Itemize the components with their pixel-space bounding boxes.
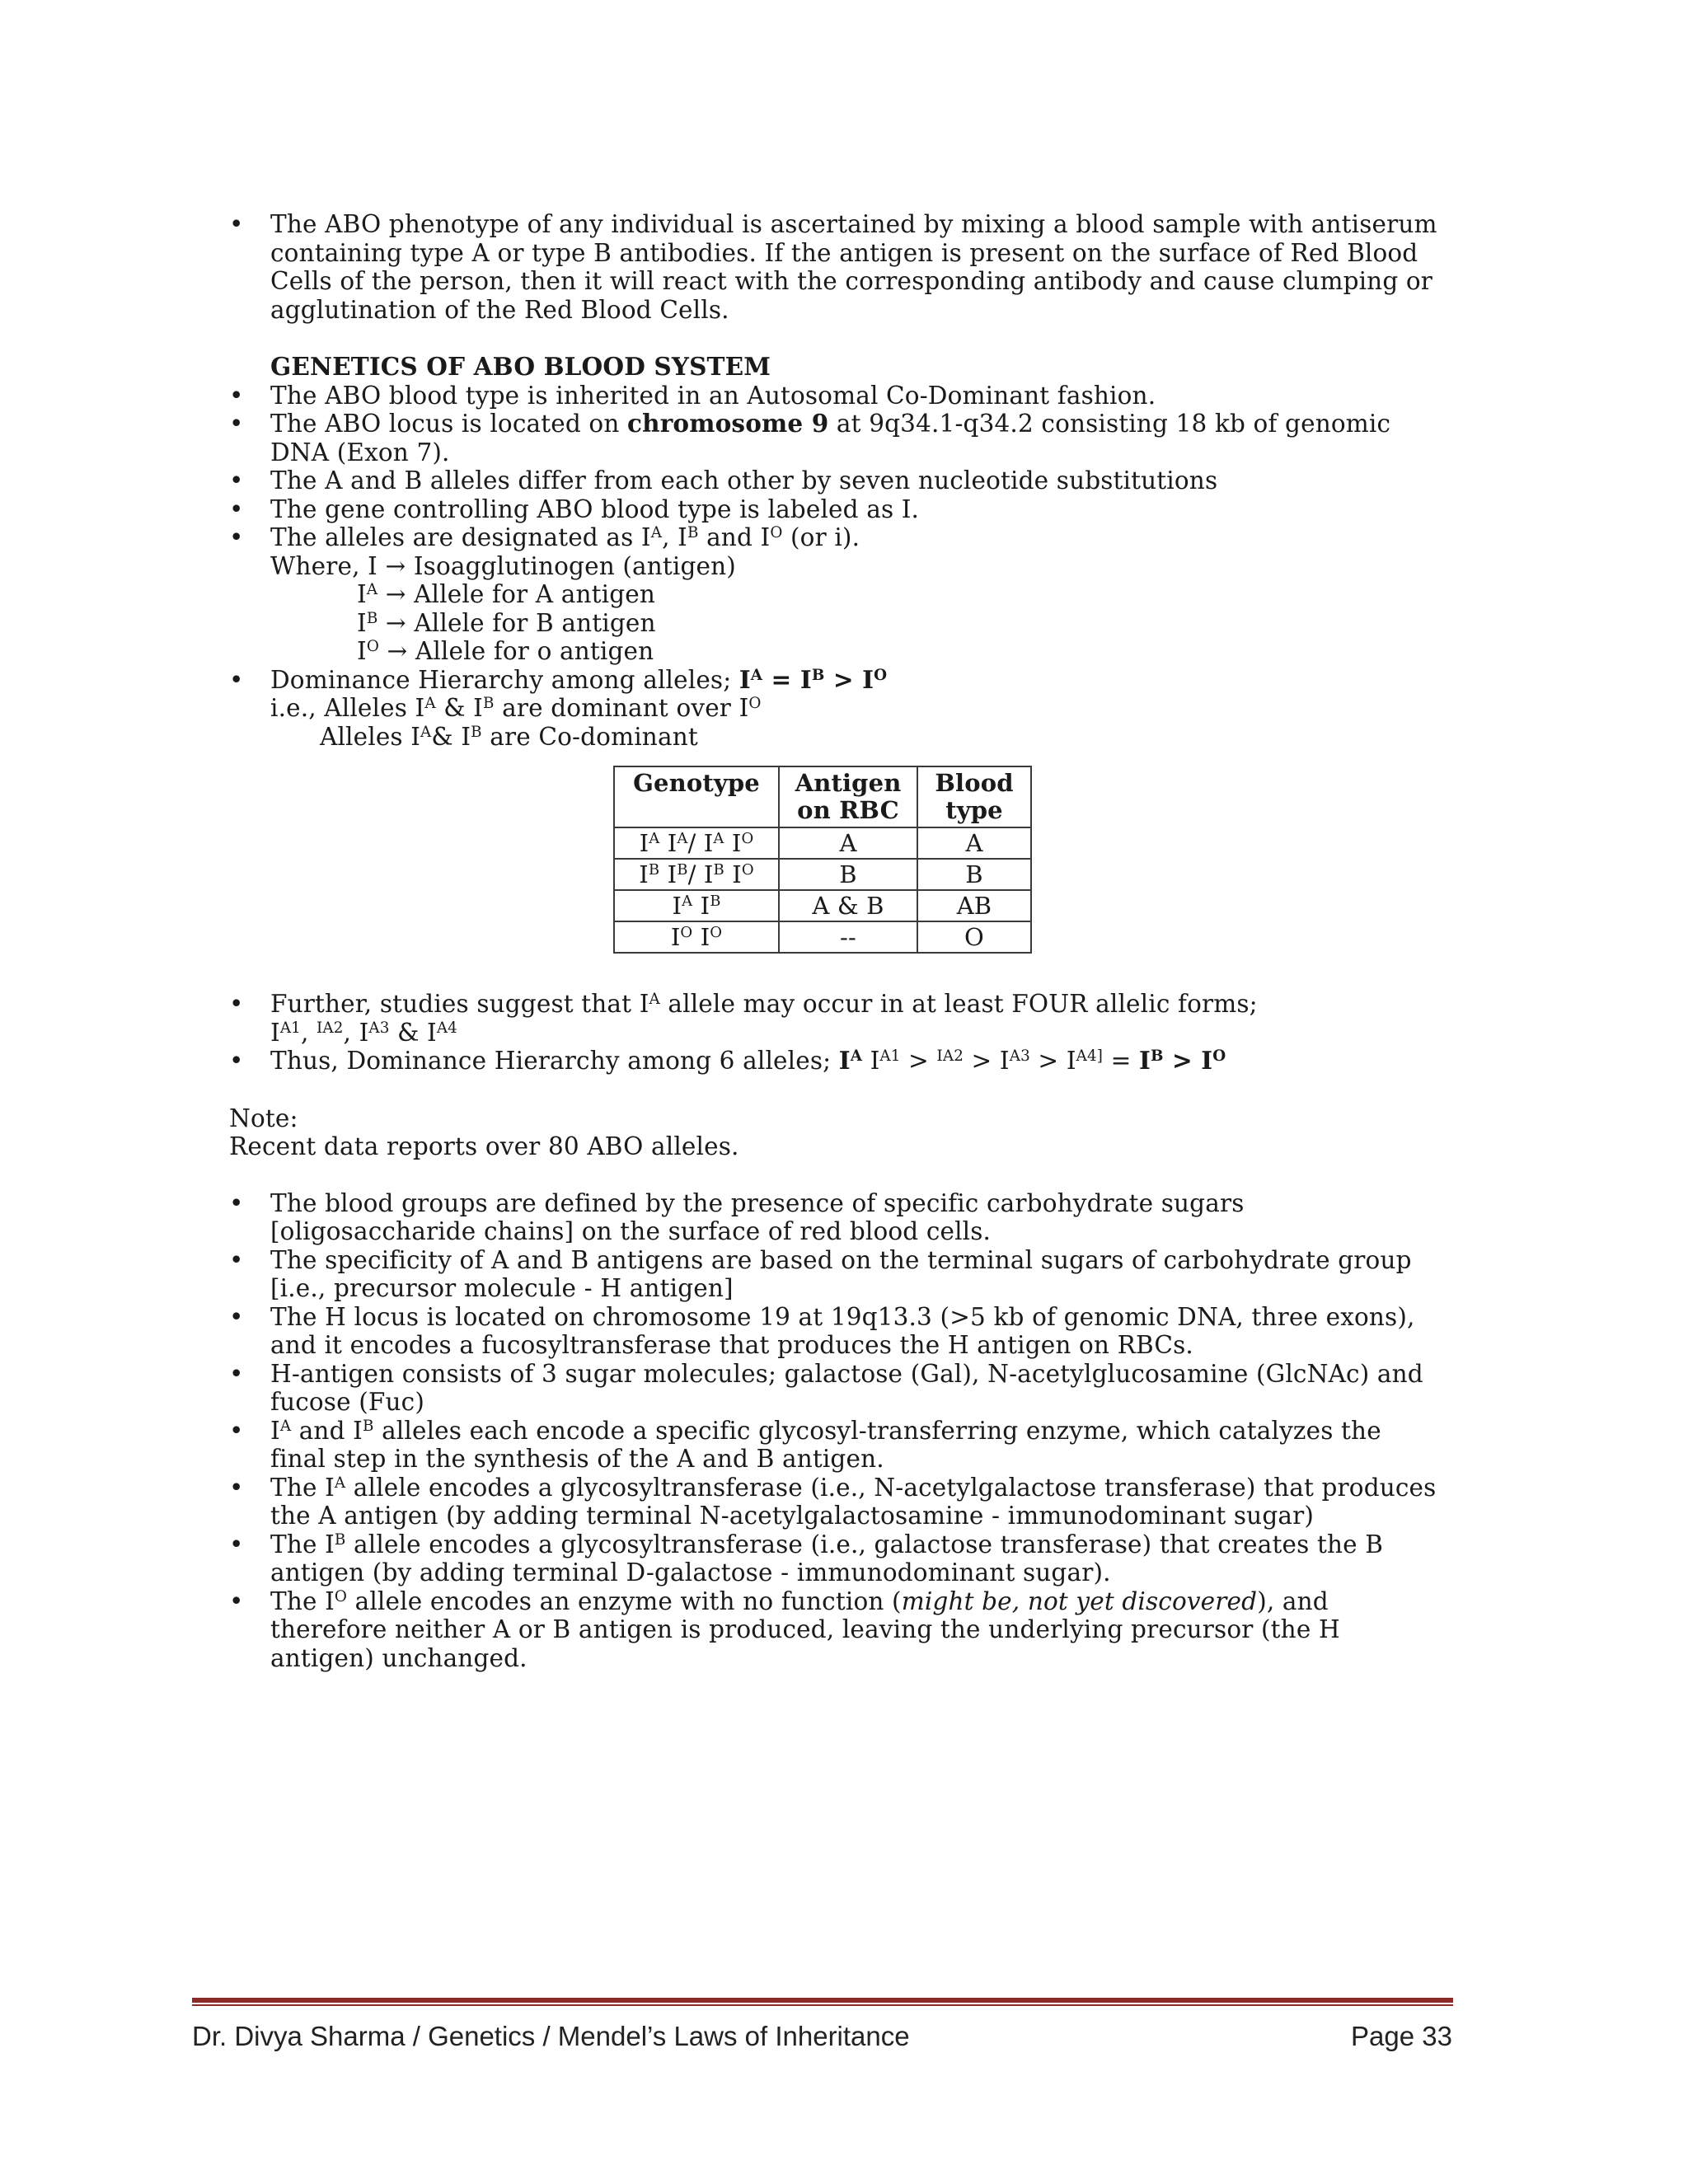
antigen-cell: A [779,827,917,859]
table-row [614,921,1031,953]
genotype-cell: $I^O$ $I^O$ [614,921,779,953]
dominant-over-line: i.e., Alleles $I^A$ & $I^B$ are dominant over $I^O$ [270,694,762,722]
section-heading: GENETICS OF ABO BLOOD SYSTEM [270,352,771,381]
bullet-dominance-hierarchy: • Dominance Hierarchy among alleles; $I^A = I^B > I^O$ [229,666,1441,695]
bullet-io-allele: • The $I^O$ allele encodes an enzyme with no function (might be, not yet discovered), and therefore neither A or B antigen is produced, leaving the underlying precursor (the H antigen) unchanged. [229,1587,1441,1673]
header-blood-type: Blood type [917,766,1031,827]
header-genotype: Genotype [614,766,779,827]
bullet-allelic-forms: • Further, studies suggest that $I^A$ allele may occur in at least FOUR allelic forms; $I^{A1}$, $^{IA2}$, $I^{A3}$ & $I^{A4}$ [229,990,1441,1047]
table-header-row [614,766,1031,827]
bullet-inheritance: • The ABO blood type is inherited in an Autosomal Co-Dominant fashion. [229,382,1441,410]
bullet-gene-label: • The gene controlling ABO blood type is labeled as I. [229,495,1441,524]
allele-b-line: $I^B$ → Allele for B antigen [357,608,656,637]
footer-rule-thin [192,2004,1453,2006]
blood-type-cell: B [917,859,1031,890]
table-row [614,859,1031,890]
allele-a-line: $I^A$ → Allele for A antigen [357,580,656,608]
footer-author-title: Dr. Divya Sharma / Genetics / Mendel’s Laws of Inheritance [192,2021,910,2051]
bullet-allele-designation: • The alleles are designated as $I^A$, $I^B$ and $I^O$ (or i). [229,523,1441,552]
blood-type-cell: A [917,827,1031,859]
bullet-glycosyl-enzymes: • $I^A$ and $I^B$ alleles each encode a specific glycosyl-transferring enzyme, which catalyzes the final step in the synthesis of the A and B antigen. [229,1417,1441,1474]
table-row [614,827,1031,859]
spacer [229,1076,1441,1104]
blood-type-cell: O [917,921,1031,953]
bullet-six-allele-hierarchy: • Thus, Dominance Hierarchy among 6 alleles; $I^A$ $I^{A1} > ^{IA2} > I^{A3} > I^{A4]} = I^B > I^O$ [229,1047,1441,1076]
where-line: Where, I → Isoagglutinogen (antigen) [270,551,736,580]
footer-rule [192,1998,1453,2003]
blood-type-cell: AB [917,890,1031,921]
page-content [229,210,1441,1672]
antigen-cell: -- [779,921,917,953]
antigen-cell: A & B [779,890,917,921]
allele-o-line: $I^O$ → Allele for o antigen [357,637,654,665]
bullet-blood-group-definition: • The blood groups are defined by the presence of specific carbohydrate sugars [oligosaccharide chains] on the surface of red blood cells. [229,1189,1441,1246]
note-text: Recent data reports over 80 ABO alleles. [229,1132,739,1160]
table-row [614,890,1031,921]
antigen-cell: B [779,859,917,890]
bullet-h-antigen: • H-antigen consists of 3 sugar molecules; galactose (Gal), N-acetylglucosamine (GlcNAc) and fucose (Fuc) [229,1360,1441,1417]
intro-bullet: • The ABO phenotype of any individual is ascertained by mixing a blood sample with antiserum containing type A or type B antibodies. If the antigen is present on the surface of Red Blood Cells of the person, then it will react with the corresponding antibody and cause clumping or agglutination of the Red Blood Cells. [229,210,1441,324]
bullet-abo-locus: • The ABO locus is located on chromosome 9 at 9q34.1-q34.2 consisting 18 kb of genomic DNA (Exon 7). [229,410,1441,466]
bullet-ia-allele: • The $I^A$ allele encodes a glycosyltransferase (i.e., N-acetylgalactose transferase) that produces the A antigen (by adding terminal N-acetylgalactosamine - immunodominant sugar) [229,1474,1441,1530]
genotype-cell: $I^A$ $I^B$ [614,890,779,921]
bullet-ib-allele: • The $I^B$ allele encodes a glycosyltransferase (i.e., galactose transferase) that creates the B antigen (by adding terminal D-galactose - immunodominant sugar). [229,1530,1441,1587]
header-antigen: Antigen on RBC [779,766,917,827]
note-label: Note: [229,1104,298,1132]
footer-page-number: Page 33 [1351,2021,1452,2051]
genotype-table [613,766,1032,954]
bullet-specificity: • The specificity of A and B antigens are based on the terminal sugars of carbohydrate group [i.e., precursor molecule - H antigen] [229,1246,1441,1303]
genotype-cell: $I^B$ $I^B/$ $I^B$ $I^O$ [614,859,779,890]
codominant-line: Alleles $I^A\&$ $I^B$ are Co-dominant [320,722,698,751]
spacer [229,1161,1441,1189]
genotype-cell: $I^A$ $I^A/$ $I^A$ $I^O$ [614,827,779,859]
bullet-h-locus: • The H locus is located on chromosome 19 at 19q13.3 (>5 kb of genomic DNA, three exons), and it encodes a fucosyltransferase that produces the H antigen on RBCs. [229,1303,1441,1360]
bullet-nucleotide-substitutions: • The A and B alleles differ from each other by seven nucleotide substitutions [229,466,1441,495]
